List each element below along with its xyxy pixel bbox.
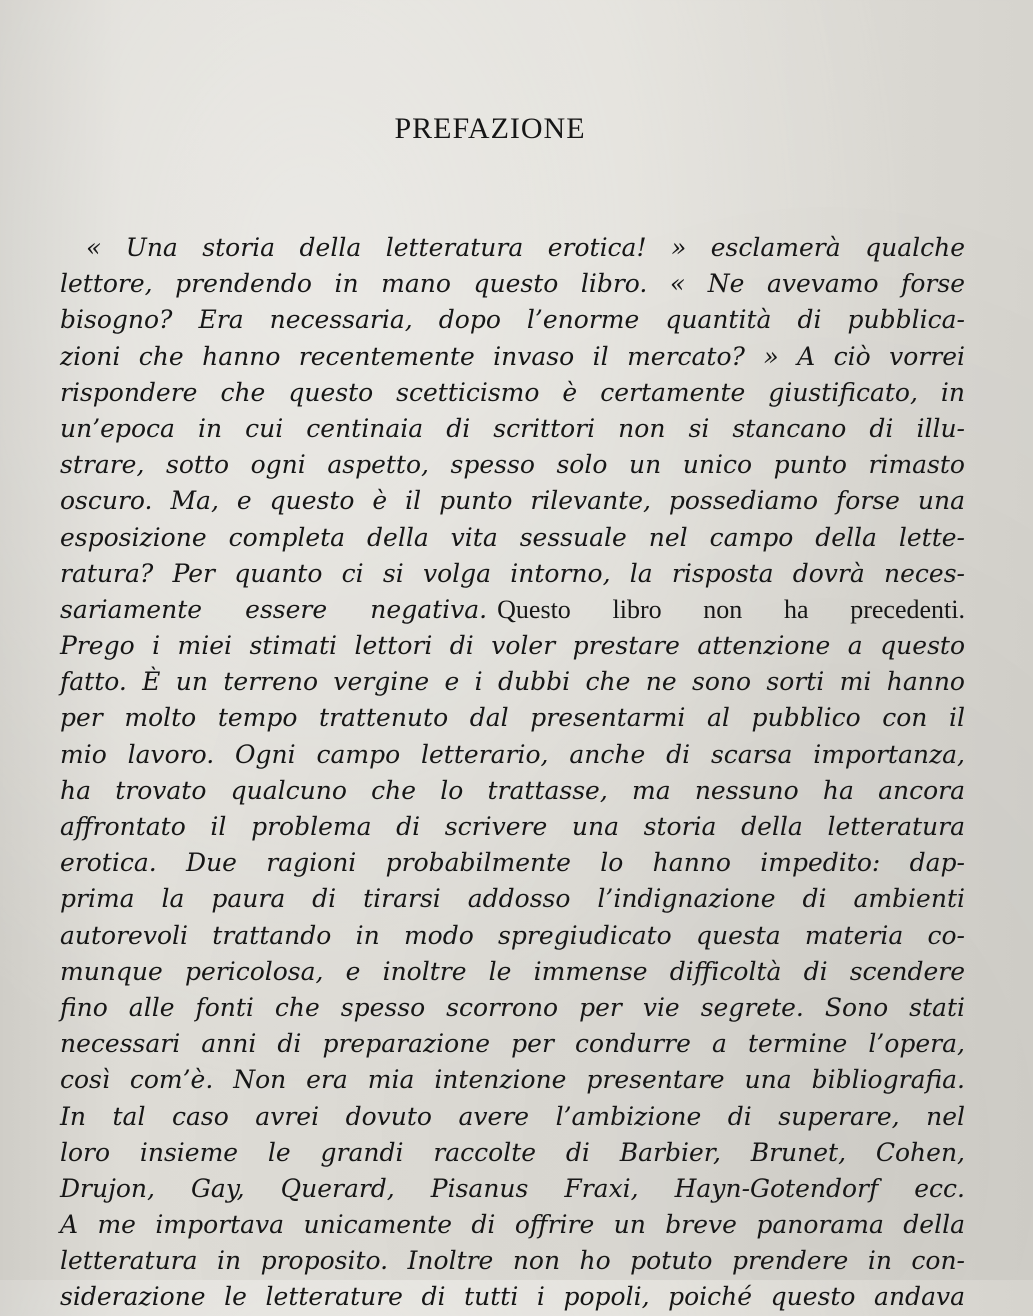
text-line: bisogno? Era necessaria, dopo l’enorme quantità di pubblica-	[60, 305, 965, 335]
text-line: fatto. È un terreno vergine e i dubbi che ne sono sorti mi hanno	[60, 667, 965, 697]
text-line: oscuro. Ma, e questo è il punto rilevante, possediamo forse una	[60, 486, 965, 516]
text-line: A me importava unicamente di offrire un breve panorama della	[60, 1210, 965, 1240]
text-line: siderazione le letterature di tutti i popoli, poiché questo andava	[60, 1282, 965, 1312]
text-line: letteratura in proposito. Inoltre non ho potuto prendere in con-	[60, 1246, 965, 1276]
text-line: lettore, prendendo in mano questo libro. « Ne avevamo forse	[60, 269, 965, 299]
text-line: ratura? Per quanto ci si volga intorno, la risposta dovrà neces-	[60, 558, 965, 588]
text-line: strare, sotto ogni aspetto, spesso solo un unico punto rimasto	[60, 450, 965, 480]
text-line: ha trovato qualcuno che lo trattasse, ma nessuno ha ancora	[60, 775, 965, 805]
text-line: un’epoca in cui centinaia di scrittori non si stancano di illu-	[60, 413, 965, 443]
text-line: autorevoli trattando in modo spregiudicato questa materia co-	[60, 920, 965, 950]
text-line: mio lavoro. Ogni campo letterario, anche di scarsa importanza,	[60, 739, 965, 769]
text-line: fino alle fonti che spesso scorrono per vie segrete. Sono stati	[60, 992, 965, 1022]
page-title: PREFAZIONE	[394, 112, 586, 145]
text-line: zioni che hanno recentemente invaso il mercato? » A ciò vorrei	[60, 341, 965, 371]
text-line: così com’è. Non era mia intenzione presentare una bibliografia.	[60, 1065, 965, 1095]
text-line: In tal caso avrei dovuto avere l’ambizione di superare, nel	[60, 1101, 965, 1131]
text-line: rispondere che questo scetticismo è certamente giustificato, in	[60, 377, 965, 407]
text-line: munque pericolosa, e inoltre le immense difficoltà di scendere	[60, 956, 965, 986]
text-line: Prego i miei stimati lettori di voler prestare attenzione a questo	[60, 631, 965, 661]
text-line: Drujon, Gay, Querard, Pisanus Fraxi, Hayn-Gotendorf ecc.	[60, 1173, 965, 1203]
text-line: esposizione completa della vita sessuale nel campo della lette-	[60, 522, 965, 552]
italic-segment: sariamente essere negativa.	[60, 594, 488, 624]
text-line: prima la paura di tirarsi addosso l’indignazione di ambienti	[60, 884, 965, 914]
text-line: necessari anni di preparazione per condurre a termine l’opera,	[60, 1029, 965, 1059]
text-line-mixed	[60, 592, 965, 628]
text-line: affrontato il problema di scrivere una storia della letteratura	[60, 812, 965, 841]
text-line: loro insieme le grandi raccolte di Barbier, Brunet, Cohen,	[60, 1137, 965, 1167]
text-line: per molto tempo trattenuto dal presentarmi al pubblico con il	[60, 703, 965, 733]
text-line: « Una storia della letteratura erotica! » esclamerà qualche	[86, 233, 965, 262]
preface-body	[60, 230, 965, 1316]
text-line: erotica. Due ragioni probabilmente lo hanno impedito: dap-	[60, 848, 965, 878]
roman-segment: Questo libro non ha precedenti.	[497, 594, 965, 624]
